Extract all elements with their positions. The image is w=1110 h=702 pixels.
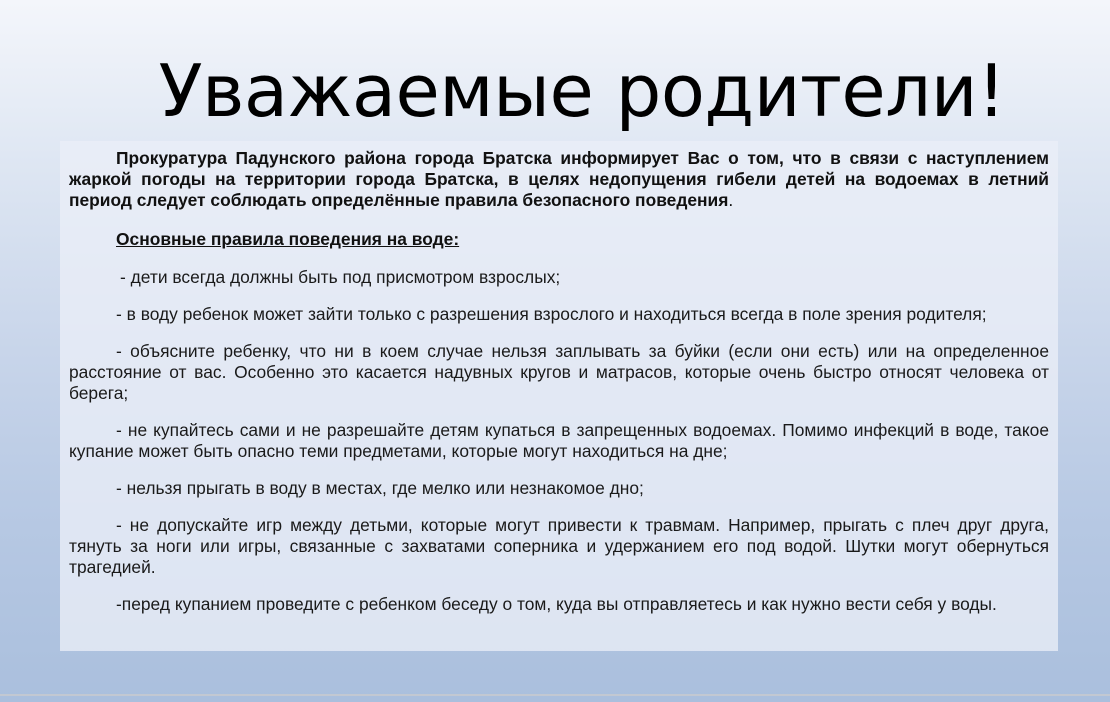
intro-period: . (728, 190, 734, 210)
page-title: Уважаемые родители! (158, 49, 1006, 133)
rule-item: - нельзя прыгать в воду в местах, где мелко или незнакомое дно; (116, 478, 644, 498)
rule-item: - не купайтесь сами и не разрешайте детям купаться в запрещенных водоемах. Помимо инфекций в воде, такое купание может быть опасно теми предметами, которые могут находиться на дне; (69, 420, 1049, 461)
document-body (69, 148, 1049, 615)
rule-item: -перед купанием проведите с ребенком беседу о том, куда вы отправляетесь и как нужно вести себя у воды. (116, 594, 997, 614)
intro-text: Прокуратура Падунского района города Братска информирует Вас о том, что в связи с наступлением жаркой погоды на территории города Братска, в целях недопущения гибели детей на водоемах в летний период следует соблюдать определённые правила безопасного поведения (69, 148, 1049, 210)
rule-item: - дети всегда должны быть под присмотром взрослых; (120, 267, 561, 287)
rules-heading: Основные правила поведения на воде: (116, 229, 460, 249)
bottom-divider (0, 694, 1110, 696)
intro-paragraph (69, 148, 1049, 211)
rule-item: - объясните ребенку, что ни в коем случае нельзя заплывать за буйки (если они есть) или на определенное расстояние от вас. Особенно это касается надувных кругов и матрасов, которые очень быстро относят человека от берега; (69, 341, 1049, 403)
rule-item: - в воду ребенок может зайти только с разрешения взрослого и находиться всегда в поле зрения родителя; (116, 304, 987, 324)
rule-item: - не допускайте игр между детьми, которые могут привести к травмам. Например, прыгать с плеч друг друга, тянуть за ноги или игры, связанные с захватами соперника и удержанием его под водой. Шутки могут обернуться трагедией. (69, 515, 1049, 577)
